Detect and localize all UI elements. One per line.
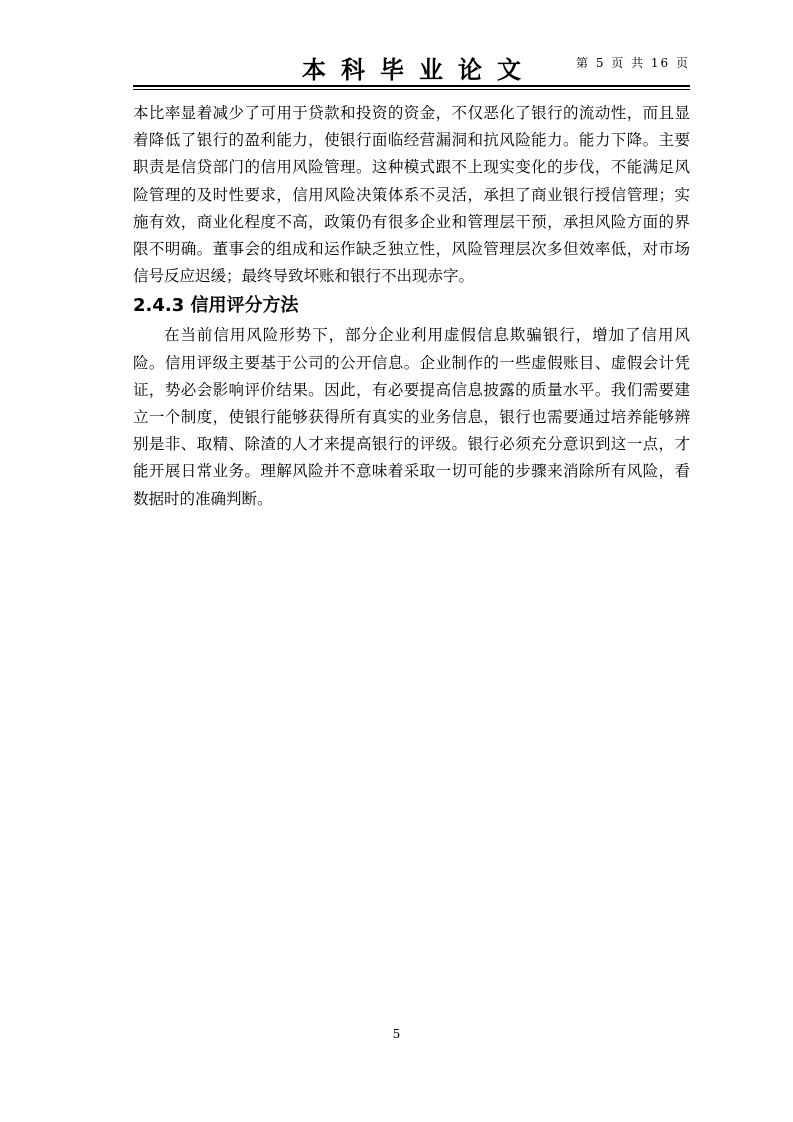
section-heading: 2.4.3 信用评分方法	[133, 295, 299, 317]
body-paragraph: 本比率显着减少了可用于贷款和投资的资金，不仅恶化了银行的流动性，而且显着降低了银行的盈利能力，使银行面临经营漏洞和抗风险能力。能力下降。主要职责是信贷部门的信用风险管理。这种模式跟不上现实变化的步伐，不能满足风险管理的及时性要求，信用风险决策体系不灵活，承担了商业银行授信管理；实施有效，商业化程度不高，政策仍有很多企业和管理层干预，承担风险方面的界限不明确。董事会的组成和运作缺乏独立性，风险管理层次多但效率低，对市场信号反应迟缓；最终导致坏账和银行不出现赤字。	[133, 104, 690, 286]
body-paragraph: 在当前信用风险形势下，部分企业利用虚假信息欺骗银行，增加了信用风险。信用评级主要基于公司的公开信息。企业制作的一些虚假账目、虚假会计凭证，势必会影响评价结果。因此，有必要提高信息披露的质量水平。我们需要建立一个制度，使银行能够获得所有真实的业务信息，银行也需要通过培养能够辨别是非、取精、除渣的人才来提高银行的评级。银行必须充分意识到这一点，才能开展日常业务。理解风险并不意味着采取一切可能的步骤来消除所有风险，看数据时的准确判断。	[133, 326, 690, 508]
header-title: 本科毕业论文	[302, 56, 536, 84]
page-header	[133, 50, 690, 90]
header-rule-thick	[133, 85, 690, 87]
footer-page-number: 5	[392, 1027, 401, 1041]
header-page-indicator: 第 5 页 共 16 页	[576, 56, 690, 70]
page-body	[133, 100, 690, 513]
header-rule-thin	[133, 89, 690, 90]
